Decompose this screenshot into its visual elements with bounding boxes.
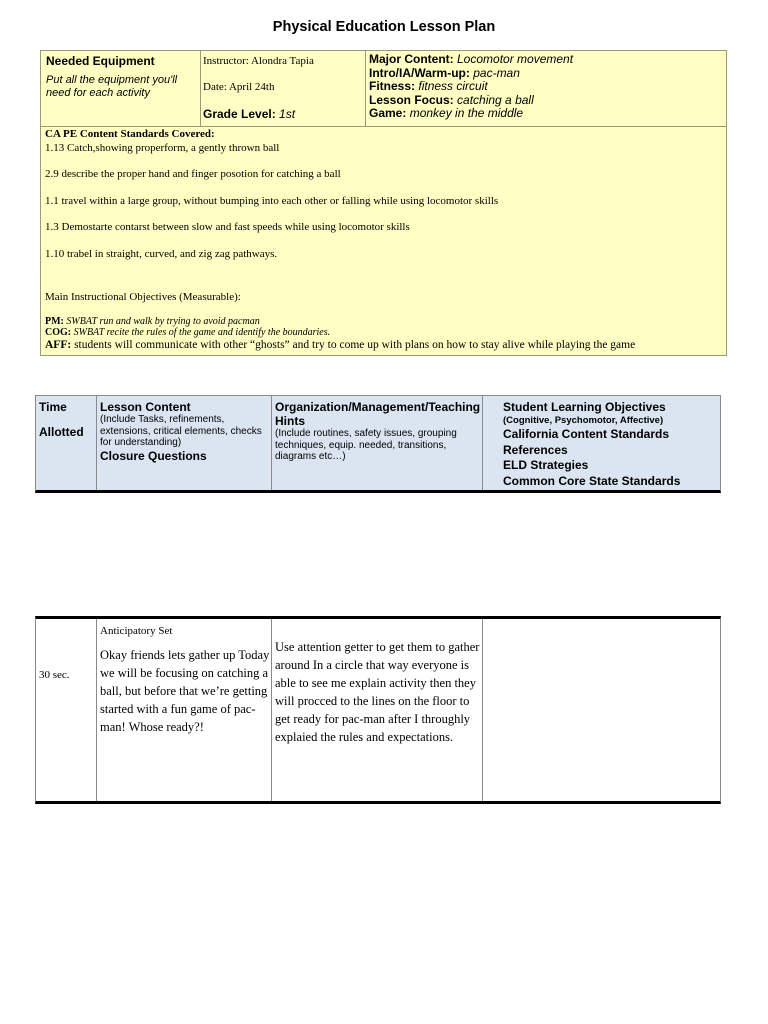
aff-text: students will communicate with other “ghosts” and try to come up with plans on how to stay alive while playing the game (74, 339, 636, 351)
ccss-label: Common Core State Standards (503, 473, 681, 488)
grade-value: 1st (279, 107, 296, 121)
slo-label: Student Learning Objectives (503, 400, 666, 414)
standard-item: 1.10 trabel in straight, curved, and zig zag pathways. (45, 248, 278, 260)
content-cell (369, 53, 724, 121)
activity-content (100, 625, 270, 736)
references-label: References (503, 442, 568, 457)
aff-label: AFF: (45, 339, 72, 351)
activity-section-title: Anticipatory Set (100, 625, 173, 637)
objectives-heading: Main Instructional Objectives (Measurable): (45, 291, 241, 303)
closure-label: Closure Questions (100, 448, 207, 463)
document-title: Physical Education Lesson Plan (272, 19, 496, 35)
intro (369, 67, 724, 81)
standard-item: 1.1 travel within a large group, without bumping into each other or falling while using locomotor skills (45, 195, 499, 207)
cog-text: SWBAT recite the rules of the game and identify the boundaries. (73, 327, 331, 338)
standard-item: 1.13 Catch,showing properform, a gently thrown ball (45, 142, 280, 154)
cog-label: COG: (45, 327, 72, 338)
pm-objective (45, 316, 260, 327)
org-note: (Include routines, safety issues, grouping techniques, equip. needed, transitions, diagrams etc…) (275, 428, 457, 462)
lesson-content-header (100, 400, 268, 463)
standard-item: 2.9 describe the proper hand and finger posotion for catching a ball (45, 168, 341, 180)
activity-table (35, 616, 721, 804)
eld-label: ELD Strategies (503, 458, 589, 472)
game (369, 107, 724, 121)
pm-label: PM: (45, 316, 64, 327)
org-header (275, 400, 480, 463)
standards-heading: CA PE Content Standards Covered: (45, 128, 215, 140)
aff-objective (45, 339, 635, 351)
slo-header (503, 400, 718, 489)
fitness (369, 80, 724, 94)
intro-value: pac-man (473, 65, 520, 80)
lesson-focus (369, 94, 724, 108)
equipment-note: Put all the equipment you'll need for each activity (46, 74, 178, 99)
pm-text: SWBAT run and walk by trying to avoid pacman (66, 316, 260, 327)
major-content-value: Locomotor movement (457, 52, 574, 66)
standard-item: 1.3 Demostarte contarst between slow and fast speeds while using locomotor skills (45, 221, 410, 233)
instructor: Instructor: Alondra Tapia (203, 55, 314, 67)
plan-header-table (35, 395, 721, 493)
focus-value: catching a ball (457, 92, 534, 107)
focus-label: Lesson Focus: (369, 92, 454, 107)
major-content (369, 53, 724, 67)
grade-label: Grade Level: (203, 107, 276, 121)
game-label: Game: (369, 106, 407, 120)
fitness-value: fitness circuit (418, 79, 488, 93)
game-value: monkey in the middle (409, 106, 524, 120)
grade-level (203, 107, 295, 121)
activity-org: Use attention getter to get them to gather around In a circle that way everyone is able to see me explain activity then they will procced to the lines on the floor to get ready for pac-man after I throughly explaied the rules and expectations. (275, 640, 480, 744)
date: Date: April 24th (203, 81, 275, 93)
intro-label: Intro/IA/Warm-up: (369, 65, 470, 80)
cog-objective (45, 327, 330, 338)
lesson-info-box (40, 50, 727, 356)
cal-standards-label: California Content Standards (503, 427, 670, 441)
equipment-heading: Needed Equipment (46, 54, 155, 68)
equipment-cell (46, 54, 196, 100)
time-header (39, 400, 95, 439)
org-label: Organization/Management/Teaching Hints (275, 400, 481, 428)
major-content-label: Major Content: (369, 52, 454, 66)
slo-note: (Cognitive, Psychomotor, Affective) (503, 415, 664, 426)
activity-content-text: Okay friends lets gather up Today we will be focusing on catching a ball, but before that we’re getting started with a fun game of pac-man! Whose ready?! (100, 648, 270, 734)
lesson-content-label: Lesson Content (100, 400, 191, 414)
fitness-label: Fitness: (369, 79, 416, 93)
allotted-label: Allotted (39, 425, 84, 439)
time-label: Time (39, 400, 67, 414)
activity-time: 30 sec. (39, 669, 70, 681)
lesson-content-note: (Include Tasks, refinements, extensions, critical elements, checks for understanding) (100, 414, 262, 448)
